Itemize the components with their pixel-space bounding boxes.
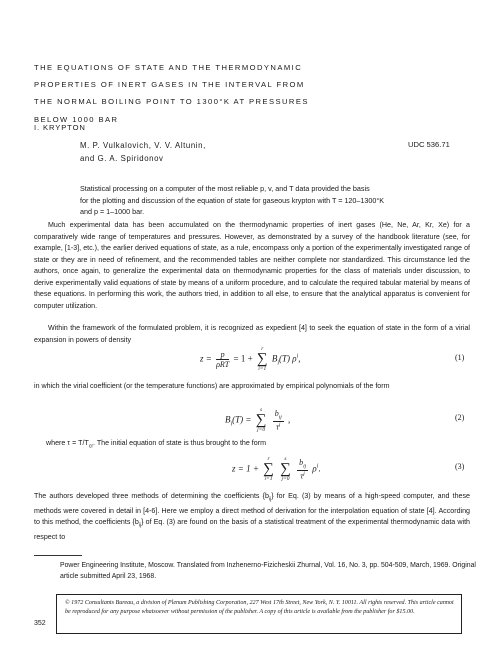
paragraph-5-sub2: ij — [138, 522, 142, 529]
eq3-lhs: z = 1 + — [232, 463, 259, 474]
eq1-sum-top: r — [261, 346, 264, 352]
eq3-sum-1: r ∑ i=1 — [263, 456, 274, 482]
paragraph-5-end: } of Eq. (3) are found on the basis of a statistical treatment of the experimental thermodynamic data with respect to — [34, 518, 470, 542]
eq2-lhs: B — [225, 414, 231, 425]
paragraph-4 — [46, 438, 470, 453]
eq3-sum-2: s ∑ j=0 — [280, 456, 291, 482]
eq1-term-sup: i — [296, 353, 299, 360]
equation-1 — [200, 346, 301, 373]
equation-3-number: (3) — [455, 462, 465, 471]
eq1-fraction — [216, 350, 229, 369]
abstract-line-2: for the plotting and discussion of the equation of state for gaseous krypton with T = 120–1300°K — [80, 195, 385, 205]
eq2-sum-top: s — [260, 407, 263, 413]
equation-2-number: (2) — [455, 413, 465, 422]
paragraph-5-sub: ij — [268, 496, 272, 503]
copyright-text: © 1972 Consultants Bureau, a division of Plenum Publishing Corporation, 227 West 17th Street, New York, N. Y. 10011. All rights reserved. This article cannot be reproduced for any purpose whatsoever without permission of the publisher. A copy of this article is available from the publisher for $15.00. — [65, 600, 454, 616]
eq1-denominator: ρRT — [216, 360, 230, 369]
paragraph-3: in which the virial coefficient (or the temperature functions) are approximated by empirical polynomials of the form — [34, 382, 390, 390]
eq3-sum1-top: r — [267, 456, 270, 462]
eq3-numerator — [297, 458, 308, 471]
title-line-2: PROPERTIES OF INERT GASES IN THE INTERVAL FROM — [34, 80, 305, 90]
eq2-num-b: b — [274, 409, 279, 419]
abstract-line-3: and p = 1–1000 bar. — [80, 207, 145, 217]
eq3-sup: i — [316, 463, 319, 470]
eq1-end: , — [298, 353, 301, 364]
paragraph-1: Much experimental data has been accumulated on the thermodynamic properties of inert gases (He, Ne, Ar, Kr, Xe) for a comparatively wide range of temperatures and pressures. However, as demonstrated by a survey of the handbook literature (see, for example, [1-3], etc.), the earlier derived equations of state, as a rule, encompass only a portion of the experimentally investigated range of state or they are in need of refinement, and the recommended tables are neither complete nor standardized. This circumstance led the authors, once again, to generalize the experimental data on thermodynamic properties for the class of materials under discussion, to derive experimentally valid equations of state by means of a uniform procedure, and to calculate the required tabular material by means of these equations. In performing this work, the authors tried, in addition to all else, to ensure that the analytical apparatus is convenient for computer utilization. — [34, 221, 470, 310]
eq3-rho: ρ — [312, 463, 317, 474]
eq2-den-sup: j — [278, 421, 281, 428]
eq1-equals-one: = 1 + — [233, 353, 253, 364]
eq3-num-b: b — [299, 458, 304, 468]
eq1-term: B — [271, 353, 278, 364]
paragraph-5-start: The authors developed three methods of determining the coefficients {b — [34, 492, 269, 500]
eq3-fraction — [297, 458, 308, 480]
eq3-sum2-bottom: j=0 — [281, 476, 290, 482]
eq2-num-sub: ij — [278, 414, 282, 421]
paragraph-4-sub: cr — [88, 443, 93, 450]
title-line-1: THE EQUATIONS OF STATE AND THE THERMODYNAMIC — [34, 63, 303, 72]
eq3-den-tau: τ — [300, 471, 304, 481]
eq2-sum-bottom: j=0 — [257, 427, 266, 433]
eq3-sum2-top: s — [284, 456, 287, 462]
title-line-4: BELOW 1000 BAR — [34, 114, 119, 124]
authors — [80, 140, 206, 165]
eq3-denominator — [297, 471, 308, 481]
eq3-den-sup: j — [303, 470, 305, 477]
eq2-lhs-sub: i — [230, 421, 233, 428]
article-subtitle: I. KRYPTON — [34, 123, 86, 132]
eq2-end: , — [288, 414, 291, 425]
page-number: 352 — [34, 620, 46, 627]
equation-2 — [225, 407, 290, 434]
paragraph-4-start: where τ = T/T — [46, 439, 89, 447]
eq1-sum-bottom: i=1 — [258, 366, 267, 372]
eq3-end: . — [318, 463, 321, 474]
article-title — [34, 59, 474, 128]
eq2-den-tau: τ — [276, 422, 279, 432]
eq3-sum1-bottom: i=1 — [264, 476, 273, 482]
equation-3 — [232, 456, 321, 483]
eq1-lhs: z = — [200, 353, 212, 364]
authors-line-1: M. P. Vulkalovich, V. V. Altunin, — [80, 141, 206, 150]
abstract — [80, 183, 468, 218]
eq3-num-sub: ij — [303, 463, 307, 470]
paragraph-2: Within the framework of the formulated problem, it is recognized as expedient [4] to seek the equation of state in the form of a virial expansion in powers of density — [34, 324, 470, 344]
equation-1-number: (1) — [455, 353, 465, 362]
eq2-numerator — [273, 409, 284, 422]
eq2-denominator — [273, 422, 284, 432]
eq1-term-sub: i — [277, 360, 280, 367]
eq2-fraction — [273, 409, 284, 431]
copyright-box — [56, 594, 462, 634]
footnote-rule — [34, 555, 82, 556]
paragraph-5 — [34, 491, 470, 544]
eq2-sum: s ∑ j=0 — [255, 407, 267, 433]
footnote: Power Engineering Institute, Moscow. Translated from Inzhenerno-Fizicheskii Zhurnal, Vol. 16, No. 3, pp. 504-509, March, 1969. Original article submitted April 23, 1968. — [60, 562, 476, 580]
paragraph-5-mid: } for Eq. (3) by means of a high-speed computer, and these methods were covered in detail in [4-6]. Here we employ a direct method of derivation for the interpolation equation of state [4]. According to this method, the coefficients {b — [34, 492, 470, 527]
eq2-lhs-rest: (T) = — [232, 414, 252, 425]
eq1-numerator: p — [216, 350, 229, 360]
title-line-3: THE NORMAL BOILING POINT TO 1300°K AT PRESSURES — [34, 97, 309, 107]
abstract-line-1: Statistical processing on a computer of the most reliable p, v, and T data provided the basis — [80, 184, 370, 193]
paragraph-4-rest: . The initial equation of state is thus brought to the form — [93, 439, 266, 447]
udc-code: UDC 536.71 — [408, 140, 450, 149]
eq1-sum: r ∑ i=1 — [256, 346, 268, 372]
eq1-term-rest: (T) ρ — [279, 353, 297, 364]
authors-line-2: and G. A. Spiridonov — [80, 153, 164, 163]
